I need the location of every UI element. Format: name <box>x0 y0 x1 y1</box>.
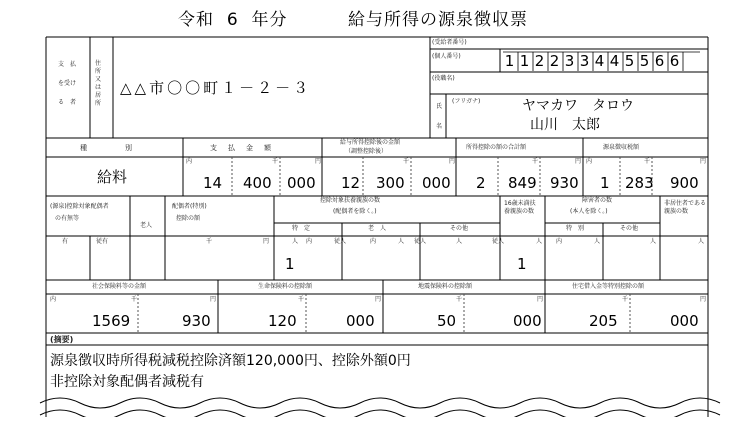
unit-sen-2: 千 <box>403 158 410 165</box>
tekiyo-label: (摘要) <box>50 335 74 344</box>
kojin-digit: 2 <box>549 52 560 70</box>
kojin-number-label: (個人番号) <box>432 53 461 60</box>
header-hikyojusha: 非居住者である親族の数 <box>664 200 707 215</box>
header-shogai-sonota: その他 <box>620 225 639 232</box>
jutaku-en: 000 <box>670 312 699 330</box>
kojin-digit: 1 <box>504 52 515 70</box>
unit-sen-seimei: 千 <box>298 296 305 303</box>
page-title: 給与所得の源泉徴収票 <box>348 10 528 30</box>
juku-number-label: (受給者番号) <box>432 39 467 46</box>
unit-nin-tokutei: 人 <box>292 238 299 245</box>
furigana-value: ヤマカワ タロウ <box>522 98 634 114</box>
unit-sen-jishin: 千 <box>456 296 463 303</box>
kyuyo-en: 000 <box>422 174 451 192</box>
jishin-sen: 50 <box>437 312 457 330</box>
kojin-digit: 6 <box>654 52 665 70</box>
shimei-label-2: 名 <box>436 123 443 130</box>
header-sixteen: 16歳未満扶養親族の数 <box>504 200 536 215</box>
payee-label-1: 支 払 <box>58 61 77 68</box>
unit-nin-shogai: 人 <box>594 238 601 245</box>
kojo-sen: 849 <box>508 174 537 192</box>
header-shiharai: 支 払 金 額 <box>210 144 273 152</box>
unit-en-jishin: 円 <box>537 296 544 303</box>
kojin-digit: 3 <box>564 52 575 70</box>
unit-en-r2: 円 <box>263 238 270 245</box>
shiharai-en: 000 <box>287 174 316 192</box>
shiharai-man: 14 <box>203 174 223 192</box>
header-gensen: 源泉徴収税額 <box>603 144 640 151</box>
header-shogai: 障害者の数 <box>582 197 613 204</box>
shakai-en: 930 <box>182 312 211 330</box>
header-jutaku: 住宅借入金等特別控除の額 <box>572 283 645 290</box>
unit-sen-3: 千 <box>532 158 539 165</box>
unit-en-3: 円 <box>575 158 582 165</box>
unit-en-1: 円 <box>315 158 322 165</box>
unit-uchi-tokutei: 内 <box>306 238 313 245</box>
shimei-label: 氏 <box>436 103 443 110</box>
furigana-label: (フリガナ) <box>452 98 481 105</box>
header-tokutei: 特 定 <box>292 225 311 232</box>
shiharai-sen: 400 <box>243 174 272 192</box>
unit-jugai-sonota: 従人 <box>492 238 505 245</box>
unit-sen-r2: 千 <box>206 238 213 245</box>
unit-uchi-rojin: 内 <box>370 238 377 245</box>
unit-sen-shakai: 千 <box>131 296 138 303</box>
shubetsu-value: 給料 <box>97 168 128 186</box>
unit-nin-shogai-sonota: 人 <box>650 238 657 245</box>
header-fuyo: 控除対象扶養親族の数 <box>320 197 381 204</box>
kojin-digit: 3 <box>579 52 590 70</box>
kojin-digit: 1 <box>519 52 530 70</box>
payee-name: 山川 太郎 <box>530 117 600 133</box>
gensen-sen: 283 <box>625 174 654 192</box>
header-sonota: その他 <box>450 225 469 232</box>
unit-nin-rojin: 人 <box>398 238 405 245</box>
unit-sen-4: 千 <box>644 158 651 165</box>
seimei-en: 000 <box>346 312 375 330</box>
unit-en-shakai: 円 <box>210 296 217 303</box>
unit-en-2: 円 <box>449 158 456 165</box>
header-shogai-tokubetsu: 特 別 <box>566 225 585 232</box>
unit-nin-sixteen: 人 <box>536 238 543 245</box>
unit-uchi-shogai: 内 <box>556 238 563 245</box>
header-shubetsu: 種 別 <box>80 144 134 152</box>
address-value: △△市〇〇町１－２－３ <box>120 79 312 97</box>
unit-uchi-shakai: 内 <box>50 296 57 303</box>
unit-jugai-rojin: 従人 <box>414 238 427 245</box>
kojin-digit: 4 <box>594 52 605 70</box>
header-shotoku-kojo: 所得控除の額の合計額 <box>466 144 527 151</box>
tekiyo-line-2: 非控除対象配偶者減税有 <box>50 374 204 390</box>
header-kyuyo-kojo-sub: （調整控除後） <box>345 148 388 155</box>
unit-uchi-4: 内 <box>586 158 593 165</box>
jutaku-sen: 205 <box>589 312 618 330</box>
kojin-digit: 6 <box>669 52 680 70</box>
gensen-man: 1 <box>600 174 610 192</box>
kojin-digit: 5 <box>639 52 650 70</box>
kojin-digit: 4 <box>609 52 620 70</box>
label-jugaru: 従有 <box>96 238 109 245</box>
kojin-digit: 5 <box>624 52 635 70</box>
header-rojin: 老人 <box>140 222 153 229</box>
sixteen-count: 1 <box>517 255 527 273</box>
gensen-en: 900 <box>670 174 699 192</box>
jishin-en: 000 <box>513 312 542 330</box>
shakai-sen: 1569 <box>92 312 131 330</box>
header-seimei: 生命保険料の控除額 <box>258 283 313 290</box>
header-gensen-haigu-2: の有無等 <box>55 215 80 222</box>
unit-en-seimei: 円 <box>375 296 382 303</box>
unit-uchi-1: 内 <box>186 158 193 165</box>
tekiyo-line-1: 源泉徴収時所得税減税控除済額120,000円、控除外額0円 <box>50 353 411 369</box>
payee-label-2: を受け <box>58 80 77 87</box>
kojo-en: 930 <box>550 174 579 192</box>
tokutei-rojin-count: 1 <box>285 255 295 273</box>
unit-en-4: 円 <box>700 158 707 165</box>
header-haigu-tokubetsu-2: 控除の額 <box>176 215 201 222</box>
label-ari: 有 <box>62 238 69 245</box>
yakushoku-label: (役職名) <box>432 75 455 82</box>
header-haigu-tokubetsu: 配偶者(特別) <box>172 203 207 210</box>
header-shogai-sub: (本人を除く。) <box>570 208 608 215</box>
kojo-man: 2 <box>476 174 486 192</box>
seimei-sen: 120 <box>268 312 297 330</box>
header-gensen-haigu: (源泉)控除対象配偶者 <box>50 203 109 210</box>
kyuyo-sen: 300 <box>376 174 405 192</box>
header-kyuyo-kojo: 給与所得控除後の金額 <box>340 139 401 146</box>
unit-nin-hikyojusha: 人 <box>698 238 705 245</box>
address-label: 住所又は居所 <box>95 60 102 107</box>
kyuyo-man: 12 <box>341 174 361 192</box>
unit-sen-jutaku: 千 <box>622 296 629 303</box>
unit-nin-sonota: 人 <box>456 238 463 245</box>
unit-en-jutaku: 円 <box>700 296 707 303</box>
unit-jugai-tokutei: 従人 <box>334 238 347 245</box>
unit-sen-1: 千 <box>272 158 279 165</box>
header-jishin: 地震保険料の控除額 <box>418 283 473 290</box>
header-rojin-2: 老 人 <box>368 225 387 232</box>
kojin-digit: 2 <box>534 52 545 70</box>
header-fuyo-sub: (配偶者を除く。) <box>333 208 377 215</box>
header-shakai: 社会保険料等の金額 <box>92 283 147 290</box>
title-era-year: 令和 6 年分 <box>178 10 288 30</box>
payee-label-3: る 者 <box>58 99 77 106</box>
